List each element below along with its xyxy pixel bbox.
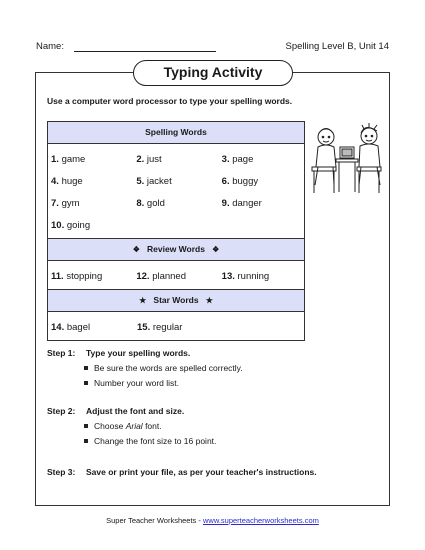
word-row: [48, 192, 304, 214]
step-2: [47, 406, 216, 449]
word-cell: 11. stopping: [51, 270, 103, 282]
spelling-words-heading: Spelling Words: [48, 122, 304, 144]
step-label: Step 1:: [47, 348, 76, 358]
review-words-heading: ❖ Review Words ❖: [48, 239, 304, 261]
step-3: [47, 467, 317, 477]
word-cell: 1. game: [51, 153, 86, 165]
intro-instruction: Use a computer word processor to type your spelling words.: [47, 96, 293, 106]
star-icon: ★: [139, 296, 147, 305]
step-text: Save or print your file, as per your teacher's instructions.: [86, 467, 317, 477]
step-label: Step 2:: [47, 406, 76, 416]
review-words-block: [48, 261, 304, 290]
unit-label: Spelling Level B, Unit 14: [285, 41, 389, 52]
step-bullet: Be sure the words are spelled correctly.: [94, 361, 243, 376]
step-1: [47, 348, 243, 391]
step-bullet: Choose Arial font.: [94, 419, 216, 434]
word-row: [48, 170, 304, 192]
step-label: Step 3:: [47, 467, 76, 477]
spelling-words-table: [47, 121, 305, 341]
word-cell: 7. gym: [51, 197, 80, 209]
step-text: Type your spelling words.: [86, 348, 191, 358]
word-cell: 5. jacket: [136, 175, 172, 187]
word-cell: 10. going: [51, 219, 91, 231]
word-cell: 13. running: [221, 270, 270, 282]
footer: [0, 516, 425, 525]
word-cell: 3. page: [221, 153, 254, 165]
step-text: Adjust the font and size.: [86, 406, 185, 416]
step-bullet: Change the font size to 16 point.: [94, 434, 216, 449]
star-words-heading: ★ Star Words ★: [48, 290, 304, 312]
diamond-icon: ❖: [132, 245, 140, 254]
name-label: Name:: [36, 41, 64, 52]
word-cell: 8. gold: [136, 197, 165, 209]
footer-text: Super Teacher Worksheets -: [106, 516, 203, 525]
word-cell: 6. buggy: [221, 175, 259, 187]
word-cell: 2. just: [136, 153, 162, 165]
page-title: Typing Activity: [133, 60, 293, 86]
word-cell: 14. bagel: [51, 321, 91, 333]
word-row: [48, 214, 304, 236]
kids-computer-illustration: [309, 121, 385, 201]
word-row: [48, 265, 304, 287]
star-words-block: [48, 312, 304, 340]
word-cell: 4. huge: [51, 175, 83, 187]
diamond-icon: ❖: [212, 245, 220, 254]
name-line: [74, 51, 216, 52]
spelling-words-block: [48, 144, 304, 239]
footer-link[interactable]: www.superteacherworksheets.com: [202, 516, 319, 525]
word-cell: 15. regular: [137, 321, 183, 333]
word-row: [48, 148, 304, 170]
word-cell: 12. planned: [136, 270, 186, 282]
word-cell: 9. danger: [221, 197, 262, 209]
star-icon: ★: [205, 296, 213, 305]
word-row: [48, 316, 304, 338]
step-bullet: Number your word list.: [94, 376, 243, 391]
